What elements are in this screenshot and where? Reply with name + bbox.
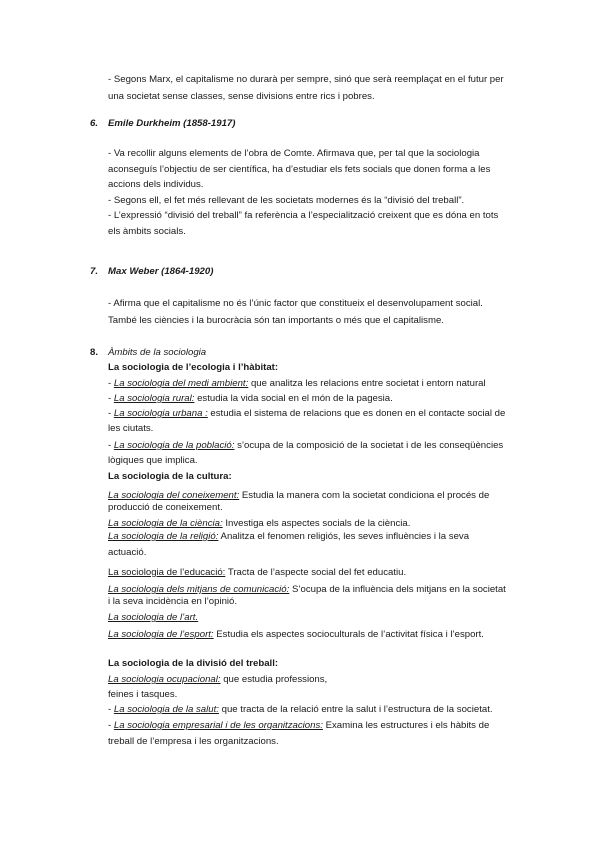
subheading-work: La sociologia de la divisió del treball:: [108, 658, 279, 669]
culture-item-educacio: La sociologia de l’educació: Tracta de l’aspecte social del fet educatiu.: [108, 567, 407, 578]
subheading-culture: La sociologia de la cultura:: [108, 471, 232, 482]
term-label: La sociologia empresarial i de les organitzacions:: [113, 720, 323, 731]
weber-line-2: També les ciències i la burocràcia són tan importants o més que el capitalisme.: [108, 315, 444, 326]
culture-item-religio: La sociologia de la religió: Analitza el fenomen religiós, les seves influències i la seva: [108, 531, 470, 542]
term-label: La sociologia de la religió:: [108, 531, 219, 542]
ecology-item-poblacio: - La sociologia de la població: s’ocupa de la composició de la societat i de les conseqüències: [108, 440, 504, 451]
term-label: La sociologia urbana :: [113, 408, 208, 419]
durkheim-line-2: aconseguís l’objectiu de ser científica, ha d’estudiar els fets socials que donen forma a les: [108, 164, 491, 175]
subheading-ecology: La sociologia de l’ecologia i l’hàbitat:: [108, 362, 279, 373]
durkheim-line-6: els àmbits socials.: [108, 226, 186, 237]
term-label: La sociologia de l’educació:: [108, 567, 226, 578]
section-heading-durkheim: Emile Durkheim (1858-1917): [108, 118, 236, 129]
culture-item-religio-cont: actuació.: [108, 547, 147, 558]
term-label: La sociologia de la ciència:: [108, 518, 223, 529]
durkheim-line-3: accions dels individus.: [108, 179, 204, 190]
term-label: La sociologia de la salut:: [113, 704, 219, 715]
culture-item-mitjans-cont: i la seva incidència en l’opinió.: [108, 596, 238, 607]
work-item-ocupacional: La sociologia ocupacional: que estudia professions,: [108, 674, 328, 685]
culture-item-coneixement: La sociologia del coneixement: Estudia la manera com la societat condiciona el procés de: [108, 490, 490, 501]
work-item-salut: - La sociologia de la salut: que tracta de la relació entre la salut i l’estructura de la societat.: [108, 704, 493, 715]
durkheim-line-5: - L’expressió “divisió del treball” fa referència a l’especialització creixent que es dóna en tots: [108, 210, 499, 221]
ecology-item-medi: - La sociologia del medi ambient: que analitza les relacions entre societat i entorn natural: [108, 378, 486, 389]
ecology-item-urbana-cont: les ciutats.: [108, 423, 154, 434]
section-heading-weber: Max Weber (1864-1920): [108, 266, 214, 277]
weber-line-1: - Afirma que el capitalisme no és l’únic factor que constitueix el desenvolupament social.: [108, 298, 483, 309]
term-label: La sociologia de la població:: [113, 440, 235, 451]
culture-item-coneixement-cont: producció de coneixement.: [108, 502, 223, 513]
term-label: La sociologia de l’esport:: [108, 629, 214, 640]
term-label: La sociologia del medi ambient:: [113, 378, 249, 389]
work-item-ocupacional-cont: feines i tasques.: [108, 689, 178, 700]
ecology-item-rural: - La sociologia rural: estudia la vida social en el món de la pagesia.: [108, 393, 393, 404]
culture-item-mitjans: La sociologia dels mitjans de comunicació: S’ocupa de la influència dels mitjans en la societat: [108, 584, 506, 595]
durkheim-line-1: - Va recollir alguns elements de l’obra de Comte. Afirmava que, per tal que la sociologia: [108, 148, 480, 159]
term-label: La sociologia de l’art.: [108, 612, 199, 623]
section-number: 7.: [90, 266, 99, 277]
culture-item-esport: La sociologia de l’esport: Estudia els aspectes socioculturals de l’activitat física i l’esport.: [108, 629, 484, 640]
work-item-empresarial: - La sociologia empresarial i de les organitzacions: Examina les estructures i els hàbits de: [108, 720, 490, 731]
marx-line-1: - Segons Marx, el capitalisme no durarà per sempre, sinó que serà reemplaçat en el futur per: [108, 74, 504, 85]
culture-item-ciencia: La sociologia de la ciència: Investiga els aspectes socials de la ciència.: [108, 518, 411, 529]
durkheim-line-4: - Segons ell, el fet més rellevant de les societats modernes és la “divisió del treball”.: [108, 195, 465, 206]
ecology-item-urbana: - La sociologia urbana : estudia el sistema de relacions que es donen en el contacte social de: [108, 408, 506, 419]
section-number: 6.: [90, 118, 99, 129]
term-label: La sociologia ocupacional:: [108, 674, 221, 685]
marx-line-2: una societat sense classes, sense divisions entre rics i pobres.: [108, 91, 375, 102]
ecology-item-poblacio-cont: lògiques que implica.: [108, 455, 198, 466]
term-label: La sociologia rural:: [113, 393, 195, 404]
term-label: La sociologia del coneixement:: [108, 490, 240, 501]
section-heading-ambits: Àmbits de la sociologia: [108, 347, 207, 358]
section-number: 8.: [90, 347, 99, 358]
culture-item-art: [108, 612, 198, 624]
work-item-empresarial-cont: treball de l’empresa i les organitzacions.: [108, 736, 279, 747]
term-label: La sociologia dels mitjans de comunicació:: [108, 584, 290, 595]
